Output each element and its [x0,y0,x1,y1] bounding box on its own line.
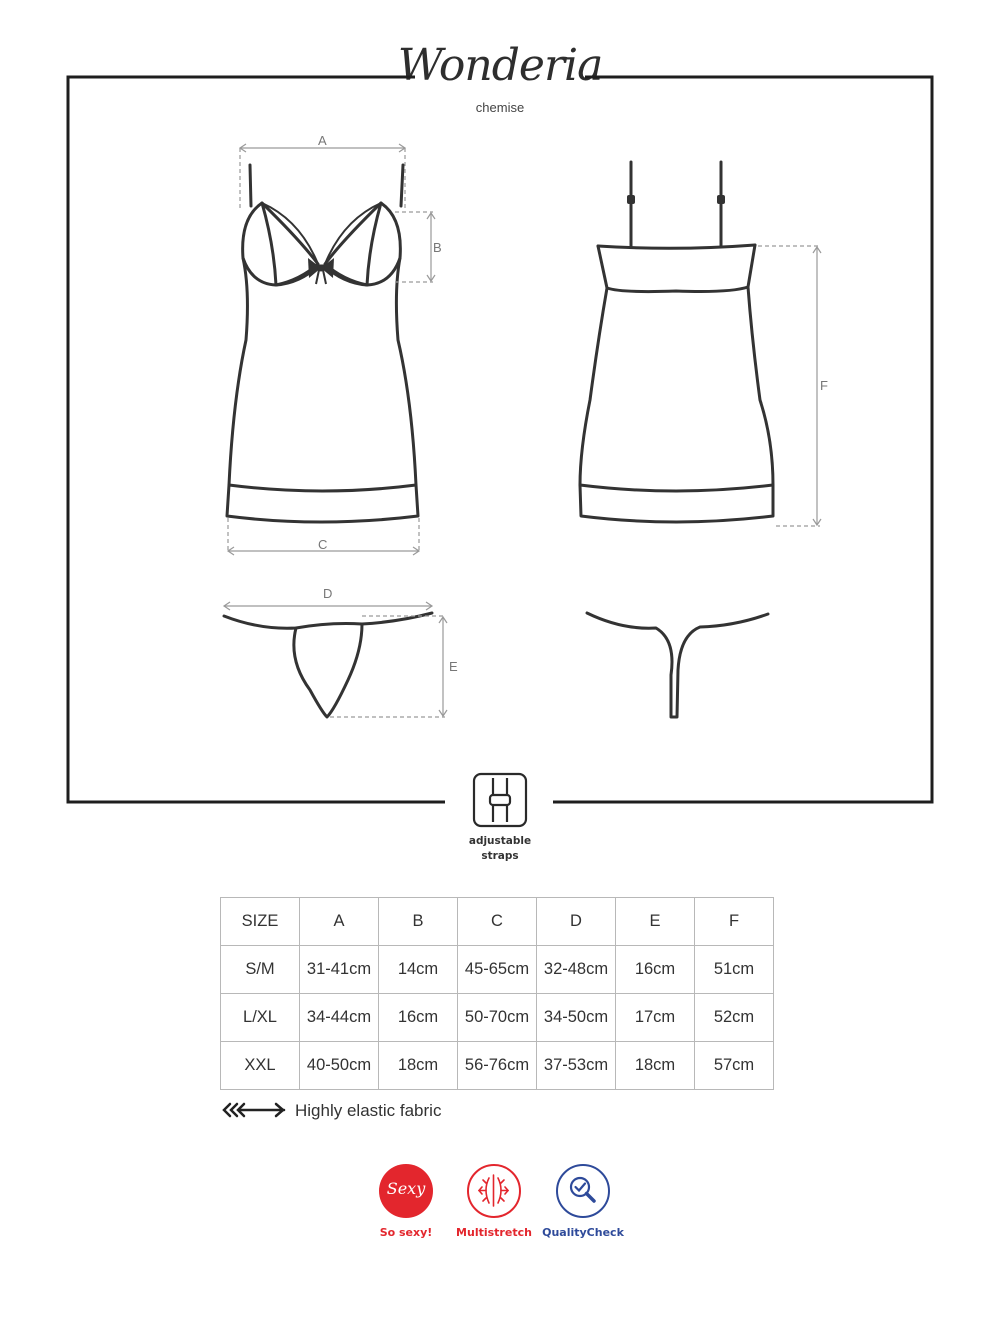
table-cell: 18cm [616,1042,695,1090]
multistretch-icon [467,1164,521,1218]
dimension-label-d: D [323,586,333,601]
table-cell: 37-53cm [537,1042,616,1090]
table-cell: 18cm [379,1042,458,1090]
table-header-cell: B [379,898,458,946]
strap-slider-icon [627,195,725,204]
table-cell: 57cm [695,1042,774,1090]
elastic-label: Highly elastic fabric [295,1101,442,1120]
badge-label: So sexy! [379,1226,433,1239]
magnifier-check-icon [558,1166,607,1215]
table-cell: 31-41cm [300,946,379,994]
table-cell: 50-70cm [458,994,537,1042]
table-row [221,946,774,994]
badge-quality-check [523,1164,643,1239]
dimension-label-b: B [433,240,442,255]
sexy-icon-text: Sexy [386,1179,426,1198]
table-header-cell: C [458,898,537,946]
table-header-row [221,898,774,946]
product-type: chemise [475,100,525,115]
table-cell: XXL [221,1042,300,1090]
table-header-cell: A [300,898,379,946]
table-cell: 14cm [379,946,458,994]
table-cell: 45-65cm [458,946,537,994]
chemise-back [580,162,773,522]
size-table [220,897,774,1090]
dimension-label-e: E [449,659,458,674]
bow-icon [308,258,334,284]
table-row [221,1042,774,1090]
table-header-cell: SIZE [221,898,300,946]
table-cell: 56-76cm [458,1042,537,1090]
sexy-icon [379,1164,433,1218]
table-cell: 34-44cm [300,994,379,1042]
dimension-label-c: C [318,537,328,552]
table-cell: 16cm [616,946,695,994]
table-cell: L/XL [221,994,300,1042]
table-header-cell: E [616,898,695,946]
dimension-lines [224,144,821,717]
table-cell: 40-50cm [300,1042,379,1090]
table-cell: 32-48cm [537,946,616,994]
table-cell: S/M [221,946,300,994]
stretch-arrows-icon [224,1104,284,1116]
adjustable-strap-icon [474,774,526,826]
table-header-cell: F [695,898,774,946]
table-cell: 51cm [695,946,774,994]
badge-label: QualityCheck [542,1226,624,1239]
dimension-label-a: A [318,133,327,148]
frame [68,77,932,802]
thong-front [224,613,432,717]
table-cell: 16cm [379,994,458,1042]
table-cell: 17cm [616,994,695,1042]
table-header-cell: D [537,898,616,946]
thong-back [587,613,768,717]
dimension-label-f: F [820,378,828,393]
table-cell: 34-50cm [537,994,616,1042]
brand-title: Wonderia [397,40,603,91]
badge-label: Multistretch [456,1226,532,1239]
table-cell: 52cm [695,994,774,1042]
multistretch-arrows-icon [469,1166,518,1215]
chemise-front [227,165,418,522]
adjustable-straps-label: adjustable straps [468,835,532,862]
table-row [221,994,774,1042]
quality-check-icon [556,1164,610,1218]
